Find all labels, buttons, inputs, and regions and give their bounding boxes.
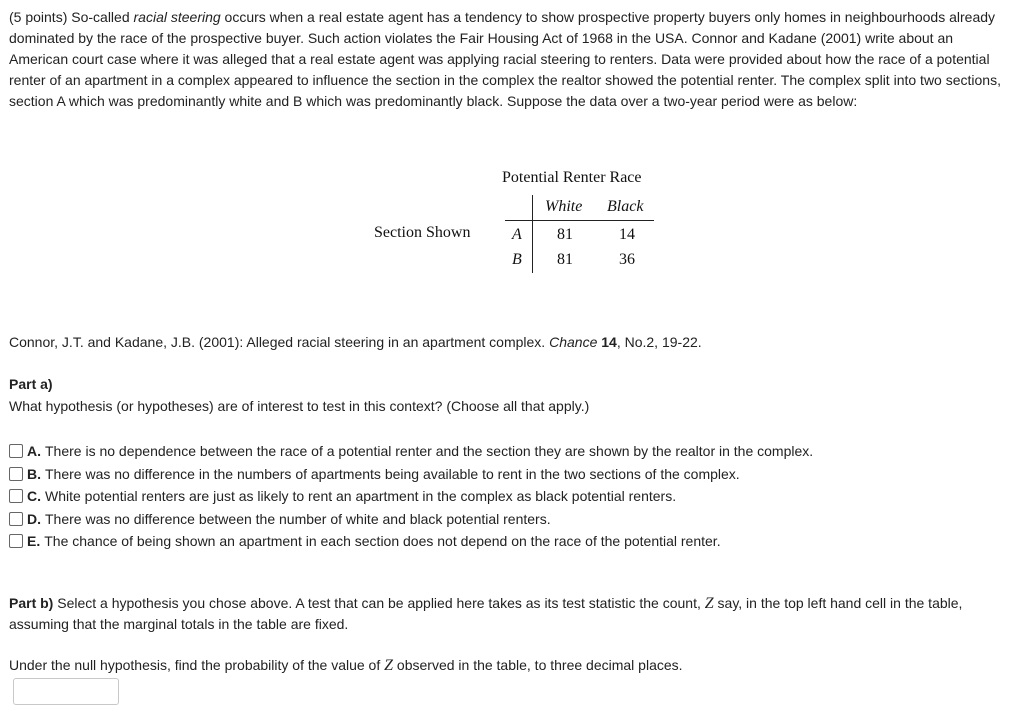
hypothesis-options [9, 440, 813, 553]
option-e-text: The chance of being shown an apartment in each section does not depend on the race of the potential renter. [44, 533, 721, 550]
option-a-text: There is no dependence between the race of a potential renter and the section they are shown by the realtor in the complex. [45, 443, 814, 460]
option-a[interactable] [9, 440, 813, 463]
option-b-text: There was no difference in the numbers of apartments being available to rent in the two sections of the complex. [45, 465, 740, 482]
part-b-title: Part b) [9, 595, 54, 611]
part-b-question-2: observed in the table, to three decimal places. [393, 657, 683, 673]
cell-a-black: 14 [619, 226, 635, 243]
part-a-question: What hypothesis (or hypotheses) are of interest to test in this context? (Choose all that apply.) [9, 398, 590, 414]
part-a-title: Part a) [9, 376, 53, 392]
citation-authors: Connor, J.T. and Kadane, J.B. (2001): Alleged racial steering in an apartment complex. [9, 334, 550, 350]
part-b-variable: Z [704, 595, 714, 612]
option-a-letter: A. [27, 443, 41, 460]
probability-answer-input[interactable] [13, 678, 119, 705]
part-b-question [9, 657, 683, 675]
contingency-table [0, 0, 1024, 300]
part-b-question-variable: Z [384, 657, 394, 674]
col-header-white: White [545, 198, 583, 215]
col-header-black: Black [607, 198, 644, 215]
citation [9, 334, 702, 350]
option-e[interactable] [9, 530, 813, 553]
cell-a-white: 81 [557, 226, 573, 243]
citation-volume: 14 [601, 334, 617, 350]
option-a-checkbox[interactable] [9, 444, 23, 458]
option-c-checkbox[interactable] [9, 489, 23, 503]
row-label-b: B [512, 251, 522, 268]
option-d-checkbox[interactable] [9, 512, 23, 526]
cell-b-black: 36 [619, 251, 635, 268]
part-b-text-2: say, in the top left hand cell in the table, assuming that the marginal totals in the table are fixed. [9, 595, 963, 632]
intro-text-2: occurs when a real estate agent has a tendency to show prospective property buyers only homes in neighbourhoods already dominated by the race of the prospective buyer. Such action violates the Fair Housing Act of 1968 in the USA. Connor and Kadane (2001) write about an American court case where it was alleged that a real estate agent was applying racial steering to renters. Data were provided about how the race of a potential renter of an apartment in a complex appeared to influence the section in the complex the realtor showed the potential renter. The complex split into two sections, section A which was predominantly white and B which was predominantly black. Suppose the data over a two-year period were as below: [9, 9, 1001, 109]
part-b-question-1: Under the null hypothesis, find the probability of the value of [9, 657, 385, 673]
table-row-title: Section Shown [374, 224, 471, 241]
option-e-letter: E. [27, 533, 41, 550]
citation-journal: Chance [549, 334, 598, 350]
cell-b-white: 81 [557, 251, 573, 268]
row-label-a: A [512, 226, 522, 243]
option-d-text: There was no difference between the number of white and black potential renters. [45, 510, 551, 527]
option-b-letter: B. [27, 465, 41, 482]
option-b-checkbox[interactable] [9, 467, 23, 481]
option-d-letter: D. [27, 510, 41, 527]
option-c-text: White potential renters are just as likely to rent an apartment in the complex as black potential renters. [45, 488, 677, 505]
table-column-rule [532, 195, 533, 273]
option-c[interactable] [9, 485, 813, 508]
part-b-text-1: Select a hypothesis you chose above. A test that can be applied here takes as its test statistic the count, [53, 595, 705, 611]
citation-rest: , No.2, 19-22. [616, 334, 702, 350]
table-header-rule [505, 220, 654, 221]
option-d[interactable] [9, 508, 813, 531]
intro-term: racial steering [133, 9, 221, 25]
option-e-checkbox[interactable] [9, 534, 23, 548]
part-b-prompt [9, 593, 1009, 635]
option-b[interactable] [9, 463, 813, 486]
intro-text-1: (5 points) So-called [9, 9, 134, 25]
option-c-letter: C. [27, 488, 41, 505]
table-column-title: Potential Renter Race [502, 169, 642, 186]
